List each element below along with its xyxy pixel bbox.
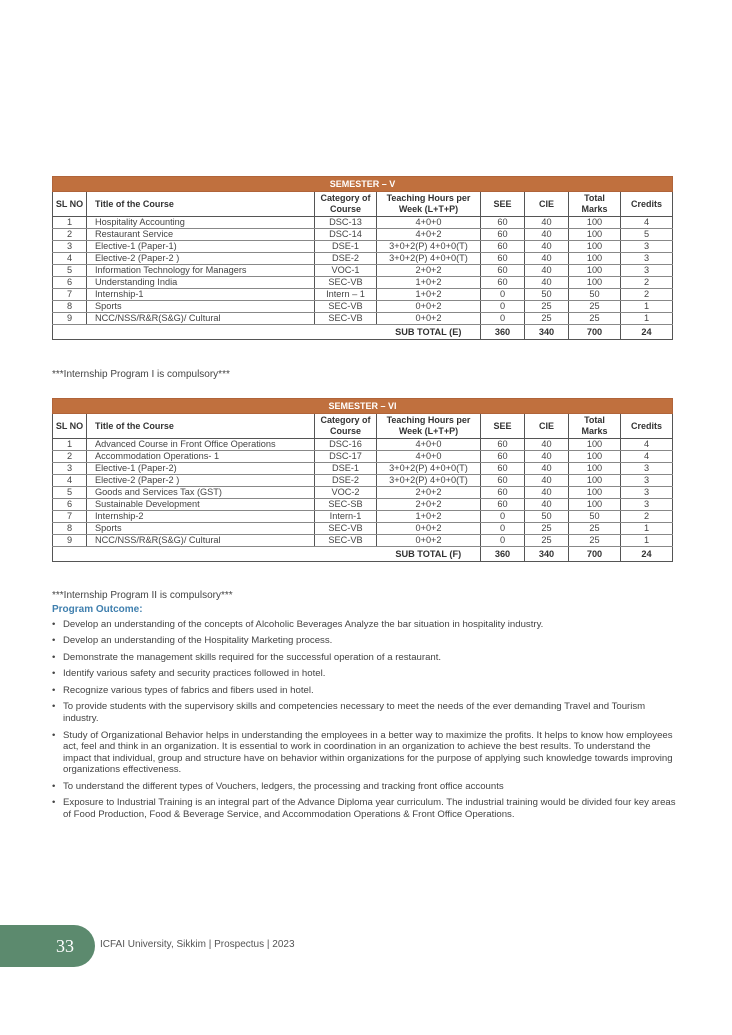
subtotal-label: SUB TOTAL (F) — [377, 547, 481, 562]
see-cell: 60 — [481, 499, 525, 511]
outcome-text: Exposure to Industrial Training is an integral part of the Advance Diploma year curriculum. The industrial training would be divided four key areas of Food Production, Food & Beverage Service, and Accommodation Operations & Front Office Operations. — [63, 797, 676, 820]
total-marks-cell: 100 — [569, 277, 621, 289]
see-cell: 60 — [481, 451, 525, 463]
course-title-cell: Internship-1 — [87, 289, 315, 301]
credits-cell: 3 — [621, 499, 673, 511]
outcome-item — [52, 685, 678, 697]
total-marks-cell: 100 — [569, 217, 621, 229]
table-row — [53, 487, 673, 499]
cie-cell: 40 — [525, 229, 569, 241]
cie-cell: 40 — [525, 217, 569, 229]
credits-cell: 3 — [621, 265, 673, 277]
col-header: SL NO — [53, 192, 87, 217]
outcome-item — [52, 652, 678, 664]
cie-cell: 40 — [525, 439, 569, 451]
category-cell: SEC-VB — [315, 277, 377, 289]
total-marks-cell: 25 — [569, 523, 621, 535]
course-title-cell: NCC/NSS/R&R(S&G)/ Cultural — [87, 313, 315, 325]
table-row — [53, 229, 673, 241]
table-row — [53, 217, 673, 229]
sl-no-cell: 3 — [53, 463, 87, 475]
category-cell: DSC-13 — [315, 217, 377, 229]
course-title-cell: Advanced Course in Front Office Operations — [87, 439, 315, 451]
credits-cell: 4 — [621, 217, 673, 229]
course-title-cell: Accommodation Operations- 1 — [87, 451, 315, 463]
total-marks-cell: 50 — [569, 289, 621, 301]
col-header: Title of the Course — [87, 414, 315, 439]
page-number-tab — [0, 925, 95, 967]
total-marks-cell: 100 — [569, 451, 621, 463]
cie-cell: 40 — [525, 277, 569, 289]
credits-cell: 1 — [621, 313, 673, 325]
sl-no-cell: 9 — [53, 313, 87, 325]
course-title-cell: Elective-2 (Paper-2 ) — [87, 253, 315, 265]
category-cell: DSC-16 — [315, 439, 377, 451]
bullet-icon: • — [52, 651, 56, 663]
outcome-text: Study of Organizational Behavior helps in understanding the employees in a better way to maximize the profits. It helps to know how employees act, feel and think in an organization. It is essential to work in coordination in an organization to achieve the best results. To understand the impact that individual, group and structure have on behavior within organizations for the purpose of applying such knowledge towards improving organizations effectiveness. — [63, 729, 673, 776]
course-title-cell: Information Technology for Managers — [87, 265, 315, 277]
course-title-cell: Sustainable Development — [87, 499, 315, 511]
table-row — [53, 451, 673, 463]
outcome-item — [52, 668, 678, 680]
course-title-cell: Understanding India — [87, 277, 315, 289]
col-header: Credits — [621, 414, 673, 439]
see-cell: 60 — [481, 439, 525, 451]
credits-cell: 2 — [621, 289, 673, 301]
sl-no-cell: 3 — [53, 241, 87, 253]
teaching-hours-cell: 1+0+2 — [377, 289, 481, 301]
category-cell: VOC-1 — [315, 265, 377, 277]
bullet-icon: • — [52, 797, 56, 809]
total-marks-cell: 25 — [569, 313, 621, 325]
cie-cell: 25 — [525, 301, 569, 313]
subtotal-total: 700 — [569, 325, 621, 340]
table-row — [53, 301, 673, 313]
semester-5-table — [52, 176, 673, 340]
sl-no-cell: 6 — [53, 499, 87, 511]
see-cell: 60 — [481, 229, 525, 241]
total-marks-cell: 100 — [569, 241, 621, 253]
table-row — [53, 511, 673, 523]
program-outcome-title: Program Outcome: — [52, 604, 143, 615]
subtotal-cie: 340 — [525, 325, 569, 340]
bullet-icon: • — [52, 729, 56, 741]
course-title-cell: Internship-2 — [87, 511, 315, 523]
outcome-item — [52, 797, 678, 820]
subtotal-total: 700 — [569, 547, 621, 562]
cie-cell: 40 — [525, 487, 569, 499]
semester-6-table — [52, 398, 673, 562]
course-title-cell: Elective-2 (Paper-2 ) — [87, 475, 315, 487]
outcome-text: To understand the different types of Vouchers, ledgers, the processing and tracking front office accounts — [63, 780, 504, 792]
sl-no-cell: 9 — [53, 535, 87, 547]
subtotal-cie: 340 — [525, 547, 569, 562]
page-number: 33 — [56, 936, 74, 956]
see-cell: 0 — [481, 535, 525, 547]
table-row — [53, 475, 673, 487]
teaching-hours-cell: 2+0+2 — [377, 499, 481, 511]
total-marks-cell: 25 — [569, 301, 621, 313]
table-row — [53, 523, 673, 535]
teaching-hours-cell: 4+0+0 — [377, 451, 481, 463]
outcome-text: Develop an understanding of the Hospitality Marketing process. — [63, 635, 333, 647]
table-row — [53, 241, 673, 253]
see-cell: 60 — [481, 241, 525, 253]
subtotal-see: 360 — [481, 547, 525, 562]
teaching-hours-cell: 4+0+0 — [377, 217, 481, 229]
subtotal-row — [53, 325, 673, 340]
teaching-hours-cell: 0+0+2 — [377, 301, 481, 313]
sl-no-cell: 4 — [53, 475, 87, 487]
total-marks-cell: 25 — [569, 535, 621, 547]
outcome-text: Develop an understanding of the concepts of Alcoholic Beverages Analyze the bar situation in hospitality industry. — [63, 619, 544, 630]
outcome-text: Identify various safety and security practices followed in hotel. — [63, 668, 326, 680]
subtotal-credits: 24 — [621, 547, 673, 562]
header-row — [53, 414, 673, 439]
sl-no-cell: 5 — [53, 487, 87, 499]
course-title-cell: Restaurant Service — [87, 229, 315, 241]
sl-no-cell: 5 — [53, 265, 87, 277]
sl-no-cell: 1 — [53, 439, 87, 451]
cie-cell: 40 — [525, 463, 569, 475]
category-cell: SEC-VB — [315, 535, 377, 547]
sl-no-cell: 6 — [53, 277, 87, 289]
category-cell: SEC-SB — [315, 499, 377, 511]
credits-cell: 4 — [621, 451, 673, 463]
course-title-cell: NCC/NSS/R&R(S&G)/ Cultural — [87, 535, 315, 547]
credits-cell: 1 — [621, 535, 673, 547]
table-row — [53, 277, 673, 289]
teaching-hours-cell: 1+0+2 — [377, 511, 481, 523]
outcome-item — [52, 730, 678, 776]
teaching-hours-cell: 3+0+2(P) 4+0+0(T) — [377, 253, 481, 265]
col-header: SL NO — [53, 414, 87, 439]
total-marks-cell: 100 — [569, 265, 621, 277]
col-header: Credits — [621, 192, 673, 217]
see-cell: 0 — [481, 301, 525, 313]
teaching-hours-cell: 3+0+2(P) 4+0+0(T) — [377, 475, 481, 487]
subtotal-see: 360 — [481, 325, 525, 340]
credits-cell: 1 — [621, 523, 673, 535]
bullet-icon: • — [52, 684, 56, 696]
credits-cell: 5 — [621, 229, 673, 241]
category-cell: DSE-2 — [315, 253, 377, 265]
sl-no-cell: 4 — [53, 253, 87, 265]
bullet-icon: • — [52, 635, 56, 647]
bullet-icon: • — [52, 701, 56, 713]
outcome-text: Demonstrate the management skills required for the successful operation of a restaurant. — [63, 651, 442, 663]
category-cell: SEC-VB — [315, 301, 377, 313]
total-marks-cell: 100 — [569, 253, 621, 265]
cie-cell: 25 — [525, 313, 569, 325]
internship-note: ***Internship Program I is compulsory*** — [52, 369, 230, 380]
teaching-hours-cell: 0+0+2 — [377, 523, 481, 535]
cie-cell: 25 — [525, 535, 569, 547]
outcome-text: To provide students with the supervisory skills and competencies necessary to meet the needs of the ever demanding Travel and Tourism industry. — [63, 701, 646, 725]
col-header: SEE — [481, 192, 525, 217]
category-cell: DSC-17 — [315, 451, 377, 463]
category-cell: Intern – 1 — [315, 289, 377, 301]
teaching-hours-cell: 2+0+2 — [377, 265, 481, 277]
program-outcome-list — [52, 619, 678, 825]
cie-cell: 40 — [525, 451, 569, 463]
semester-title: SEMESTER – VI — [53, 399, 673, 414]
bullet-icon: • — [52, 780, 56, 792]
internship-note: ***Internship Program II is compulsory*** — [52, 590, 233, 601]
credits-cell: 2 — [621, 277, 673, 289]
subtotal-label: SUB TOTAL (E) — [377, 325, 481, 340]
category-cell: DSE-2 — [315, 475, 377, 487]
sl-no-cell: 1 — [53, 217, 87, 229]
col-header: Teaching Hours per Week (L+T+P) — [377, 192, 481, 217]
see-cell: 0 — [481, 511, 525, 523]
course-title-cell: Goods and Services Tax (GST) — [87, 487, 315, 499]
table-row — [53, 463, 673, 475]
see-cell: 60 — [481, 487, 525, 499]
credits-cell: 3 — [621, 463, 673, 475]
table-row — [53, 265, 673, 277]
category-cell: SEC-VB — [315, 523, 377, 535]
category-cell: SEC-VB — [315, 313, 377, 325]
see-cell: 60 — [481, 463, 525, 475]
teaching-hours-cell: 1+0+2 — [377, 277, 481, 289]
teaching-hours-cell: 4+0+2 — [377, 229, 481, 241]
see-cell: 60 — [481, 217, 525, 229]
credits-cell: 3 — [621, 241, 673, 253]
see-cell: 60 — [481, 265, 525, 277]
outcome-item — [52, 781, 678, 793]
credits-cell: 3 — [621, 487, 673, 499]
subtotal-credits: 24 — [621, 325, 673, 340]
teaching-hours-cell: 2+0+2 — [377, 487, 481, 499]
cie-cell: 50 — [525, 289, 569, 301]
col-header: CIE — [525, 192, 569, 217]
bullet-icon: • — [52, 619, 56, 630]
table-row — [53, 535, 673, 547]
outcome-item — [52, 619, 678, 631]
category-cell: DSE-1 — [315, 241, 377, 253]
sl-no-cell: 7 — [53, 511, 87, 523]
category-cell: DSC-14 — [315, 229, 377, 241]
total-marks-cell: 100 — [569, 475, 621, 487]
teaching-hours-cell: 0+0+2 — [377, 313, 481, 325]
credits-cell: 4 — [621, 439, 673, 451]
sl-no-cell: 8 — [53, 523, 87, 535]
see-cell: 0 — [481, 289, 525, 301]
total-marks-cell: 100 — [569, 499, 621, 511]
teaching-hours-cell: 0+0+2 — [377, 535, 481, 547]
total-marks-cell: 100 — [569, 463, 621, 475]
cie-cell: 25 — [525, 523, 569, 535]
table-row — [53, 289, 673, 301]
table-row — [53, 499, 673, 511]
sl-no-cell: 8 — [53, 301, 87, 313]
teaching-hours-cell: 3+0+2(P) 4+0+0(T) — [377, 463, 481, 475]
cie-cell: 40 — [525, 253, 569, 265]
col-header: Teaching Hours per Week (L+T+P) — [377, 414, 481, 439]
col-header: Total Marks — [569, 414, 621, 439]
col-header: Title of the Course — [87, 192, 315, 217]
total-marks-cell: 100 — [569, 487, 621, 499]
credits-cell: 3 — [621, 475, 673, 487]
table-row — [53, 253, 673, 265]
total-marks-cell: 100 — [569, 439, 621, 451]
category-cell: Intern-1 — [315, 511, 377, 523]
cie-cell: 40 — [525, 241, 569, 253]
cie-cell: 40 — [525, 265, 569, 277]
cie-cell: 40 — [525, 499, 569, 511]
course-title-cell: Elective-1 (Paper-1) — [87, 241, 315, 253]
semester-title: SEMESTER – V — [53, 177, 673, 192]
course-title-cell: Hospitality Accounting — [87, 217, 315, 229]
course-title-cell: Sports — [87, 523, 315, 535]
outcome-item — [52, 701, 678, 724]
sl-no-cell: 2 — [53, 229, 87, 241]
category-cell: DSE-1 — [315, 463, 377, 475]
subtotal-row — [53, 547, 673, 562]
teaching-hours-cell: 3+0+2(P) 4+0+0(T) — [377, 241, 481, 253]
see-cell: 0 — [481, 523, 525, 535]
bullet-icon: • — [52, 668, 56, 680]
col-header: Category of Course — [315, 192, 377, 217]
footer-text: ICFAI University, Sikkim | Prospectus | 2023 — [100, 939, 295, 950]
outcome-text: Recognize various types of fabrics and fibers used in hotel. — [63, 684, 314, 696]
col-header: CIE — [525, 414, 569, 439]
sl-no-cell: 2 — [53, 451, 87, 463]
cie-cell: 50 — [525, 511, 569, 523]
course-title-cell: Sports — [87, 301, 315, 313]
see-cell: 60 — [481, 475, 525, 487]
col-header: SEE — [481, 414, 525, 439]
col-header: Total Marks — [569, 192, 621, 217]
header-row — [53, 192, 673, 217]
table-row — [53, 313, 673, 325]
total-marks-cell: 100 — [569, 229, 621, 241]
total-marks-cell: 50 — [569, 511, 621, 523]
credits-cell: 1 — [621, 301, 673, 313]
col-header: Category of Course — [315, 414, 377, 439]
credits-cell: 2 — [621, 511, 673, 523]
see-cell: 60 — [481, 277, 525, 289]
sl-no-cell: 7 — [53, 289, 87, 301]
course-title-cell: Elective-1 (Paper-2) — [87, 463, 315, 475]
outcome-item — [52, 635, 678, 647]
see-cell: 60 — [481, 253, 525, 265]
category-cell: VOC-2 — [315, 487, 377, 499]
teaching-hours-cell: 4+0+0 — [377, 439, 481, 451]
see-cell: 0 — [481, 313, 525, 325]
cie-cell: 40 — [525, 475, 569, 487]
credits-cell: 3 — [621, 253, 673, 265]
table-row — [53, 439, 673, 451]
